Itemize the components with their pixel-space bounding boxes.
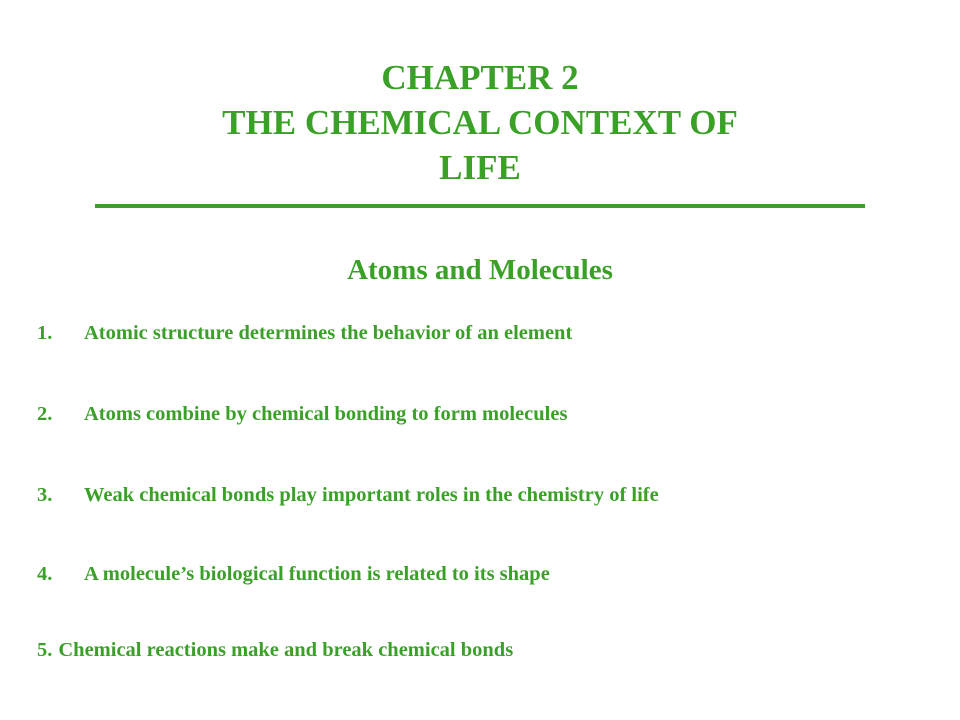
title-divider: [95, 204, 865, 208]
list-item-number: 1.: [37, 322, 53, 344]
list-item-number: 2.: [37, 403, 53, 425]
list-item-text: A molecule’s biological function is related to its shape: [84, 563, 550, 585]
title-line-2: THE CHEMICAL CONTEXT OF: [222, 103, 738, 142]
section-heading: Atoms and Molecules: [347, 254, 613, 286]
list-item-text: Atomic structure determines the behavior of an element: [84, 322, 573, 344]
list-item-5: [37, 637, 513, 663]
list-item-number: 3.: [37, 484, 53, 506]
list-item-number: 5.: [37, 639, 53, 661]
title-line-1: CHAPTER 2: [381, 58, 579, 97]
list-item-4: [37, 561, 550, 587]
title-line-3: LIFE: [439, 148, 521, 187]
list-item-3: [37, 482, 659, 508]
list-item-text: Weak chemical bonds play important roles in the chemistry of life: [84, 484, 659, 506]
list-item-1: [37, 320, 572, 346]
list-item-text: Atoms combine by chemical bonding to form molecules: [84, 403, 568, 425]
list-item-number: 4.: [37, 563, 53, 585]
list-item-2: [37, 401, 567, 427]
list-item-text: Chemical reactions make and break chemical bonds: [58, 639, 514, 661]
slide-title: [0, 55, 960, 190]
